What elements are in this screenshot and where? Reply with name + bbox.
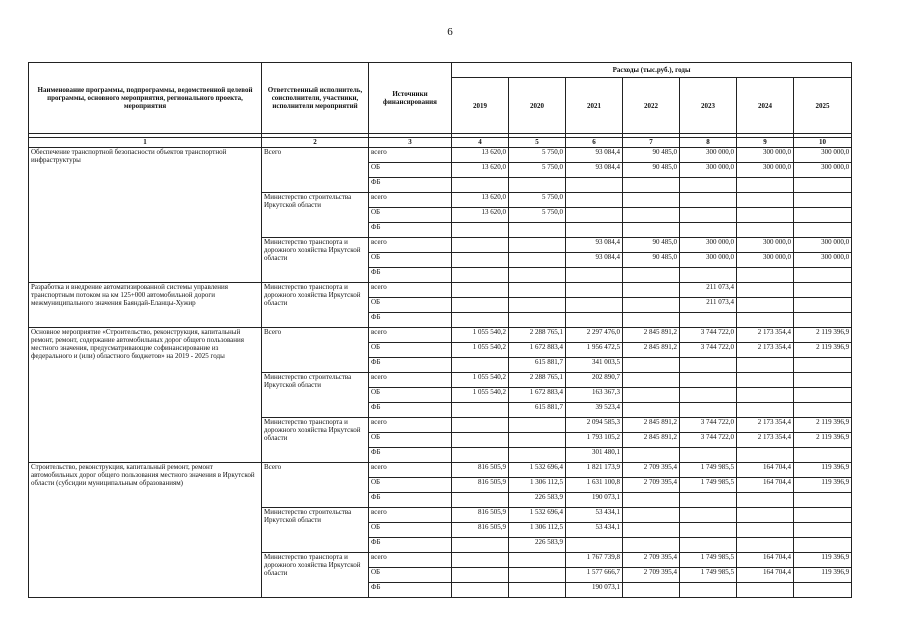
- value-cell-2019: 13 620,0: [452, 193, 509, 208]
- program-name-cell: Разработка и внедрение автоматизированной системы управления транспортным потоком на км 125+000 автомобильной дороги межмуниципального значения Баяндай-Еланцы-Хужир: [29, 283, 262, 328]
- value-cell-2020: 5 750,0: [509, 208, 566, 223]
- value-cell-2024: [737, 523, 794, 538]
- column-number-9: 9: [737, 138, 794, 148]
- value-cell-2022: [623, 298, 680, 313]
- value-cell-2023: [680, 208, 737, 223]
- value-cell-2023: [680, 583, 737, 598]
- value-cell-2021: [566, 178, 623, 193]
- value-cell-2025: 300 000,0: [794, 148, 852, 163]
- value-cell-2023: [680, 178, 737, 193]
- value-cell-2025: [794, 508, 852, 523]
- value-cell-2025: [794, 268, 852, 283]
- value-cell-2020: 5 750,0: [509, 148, 566, 163]
- value-cell-2023: 3 744 722,0: [680, 343, 737, 358]
- value-cell-2019: 816 505,9: [452, 463, 509, 478]
- value-cell-2020: 2 288 765,1: [509, 373, 566, 388]
- funding-source-cell: ФБ: [369, 313, 452, 328]
- value-cell-2024: 2 173 354,4: [737, 418, 794, 433]
- value-cell-2025: [794, 283, 852, 298]
- value-cell-2021: [566, 223, 623, 238]
- value-cell-2025: 2 119 396,9: [794, 328, 852, 343]
- value-cell-2023: 300 000,0: [680, 253, 737, 268]
- value-cell-2024: [737, 373, 794, 388]
- value-cell-2024: [737, 283, 794, 298]
- value-cell-2023: 1 749 985,5: [680, 568, 737, 583]
- value-cell-2022: 2 709 395,4: [623, 568, 680, 583]
- funding-source-cell: ФБ: [369, 493, 452, 508]
- value-cell-2023: [680, 403, 737, 418]
- value-cell-2021: [566, 268, 623, 283]
- header-year-2021: 2021: [566, 78, 623, 134]
- value-cell-2022: 2 845 891,2: [623, 433, 680, 448]
- value-cell-2024: [737, 403, 794, 418]
- value-cell-2024: 2 173 354,4: [737, 433, 794, 448]
- value-cell-2021: 93 084,4: [566, 238, 623, 253]
- header-year-2020: 2020: [509, 78, 566, 134]
- table-row: [29, 328, 852, 343]
- funding-source-cell: всего: [369, 508, 452, 523]
- value-cell-2019: 1 055 540,2: [452, 373, 509, 388]
- value-cell-2025: 119 396,9: [794, 478, 852, 493]
- value-cell-2020: 5 750,0: [509, 193, 566, 208]
- value-cell-2023: [680, 523, 737, 538]
- value-cell-2024: [737, 223, 794, 238]
- value-cell-2019: [452, 448, 509, 463]
- value-cell-2020: [509, 448, 566, 463]
- value-cell-2023: [680, 193, 737, 208]
- value-cell-2024: 164 704,4: [737, 568, 794, 583]
- value-cell-2020: [509, 178, 566, 193]
- value-cell-2021: [566, 283, 623, 298]
- value-cell-2020: 615 881,7: [509, 358, 566, 373]
- value-cell-2022: [623, 223, 680, 238]
- value-cell-2021: [566, 208, 623, 223]
- value-cell-2020: 5 750,0: [509, 163, 566, 178]
- value-cell-2025: [794, 178, 852, 193]
- value-cell-2020: 1 672 883,4: [509, 343, 566, 358]
- column-number-5: 5: [509, 138, 566, 148]
- value-cell-2019: 13 620,0: [452, 163, 509, 178]
- value-cell-2021: 1 631 100,8: [566, 478, 623, 493]
- value-cell-2020: [509, 583, 566, 598]
- header-year-2019: 2019: [452, 78, 509, 134]
- table-row: [29, 463, 852, 478]
- value-cell-2022: 2 709 395,4: [623, 463, 680, 478]
- value-cell-2019: [452, 238, 509, 253]
- value-cell-2023: 211 073,4: [680, 283, 737, 298]
- value-cell-2021: 53 434,1: [566, 523, 623, 538]
- value-cell-2021: 93 084,4: [566, 253, 623, 268]
- value-cell-2021: 1 577 666,7: [566, 568, 623, 583]
- column-numbers-row: [29, 138, 852, 148]
- value-cell-2024: [737, 508, 794, 523]
- value-cell-2022: 2 845 891,2: [623, 418, 680, 433]
- value-cell-2025: [794, 538, 852, 553]
- value-cell-2025: [794, 358, 852, 373]
- header-expenses: Расходы (тыс.руб.), годы: [452, 63, 852, 78]
- value-cell-2025: [794, 313, 852, 328]
- header-program-name: Наименование программы, подпрограммы, ведомственной целевой программы, основного мероприятия, регионального проекта, мероприятия: [29, 63, 262, 134]
- value-cell-2022: [623, 178, 680, 193]
- value-cell-2023: [680, 508, 737, 523]
- value-cell-2020: 226 583,9: [509, 493, 566, 508]
- value-cell-2025: [794, 208, 852, 223]
- value-cell-2020: [509, 553, 566, 568]
- value-cell-2019: [452, 583, 509, 598]
- value-cell-2023: 3 744 722,0: [680, 418, 737, 433]
- value-cell-2023: 300 000,0: [680, 238, 737, 253]
- value-cell-2021: 1 956 472,5: [566, 343, 623, 358]
- value-cell-2019: [452, 403, 509, 418]
- table-row: [29, 148, 852, 163]
- value-cell-2020: [509, 283, 566, 298]
- value-cell-2023: 1 749 985,5: [680, 553, 737, 568]
- value-cell-2021: 2 297 476,0: [566, 328, 623, 343]
- responsible-cell: Всего: [262, 328, 369, 373]
- value-cell-2020: 1 672 883,4: [509, 388, 566, 403]
- responsible-cell: Министерство строительства Иркутской области: [262, 373, 369, 418]
- funding-source-cell: ОБ: [369, 343, 452, 358]
- value-cell-2023: 300 000,0: [680, 163, 737, 178]
- value-cell-2019: [452, 253, 509, 268]
- value-cell-2021: 39 523,4: [566, 403, 623, 418]
- value-cell-2019: [452, 418, 509, 433]
- value-cell-2023: 3 744 722,0: [680, 328, 737, 343]
- value-cell-2021: 1 767 739,8: [566, 553, 623, 568]
- header-funding-source: Источники финансирования: [369, 63, 452, 134]
- responsible-cell: Министерство транспорта и дорожного хозяйства Иркутской области: [262, 418, 369, 463]
- value-cell-2024: [737, 358, 794, 373]
- value-cell-2020: [509, 268, 566, 283]
- value-cell-2019: [452, 358, 509, 373]
- value-cell-2025: [794, 523, 852, 538]
- funding-source-cell: всего: [369, 373, 452, 388]
- value-cell-2022: [623, 283, 680, 298]
- value-cell-2025: 300 000,0: [794, 238, 852, 253]
- value-cell-2024: [737, 583, 794, 598]
- value-cell-2022: [623, 493, 680, 508]
- value-cell-2023: [680, 448, 737, 463]
- value-cell-2022: 90 485,0: [623, 163, 680, 178]
- column-number-8: 8: [680, 138, 737, 148]
- value-cell-2021: 1 821 173,9: [566, 463, 623, 478]
- value-cell-2019: 1 055 540,2: [452, 343, 509, 358]
- value-cell-2023: [680, 268, 737, 283]
- value-cell-2019: 816 505,9: [452, 478, 509, 493]
- value-cell-2021: 53 434,1: [566, 508, 623, 523]
- column-number-4: 4: [452, 138, 509, 148]
- value-cell-2019: [452, 553, 509, 568]
- value-cell-2023: [680, 358, 737, 373]
- value-cell-2025: [794, 388, 852, 403]
- value-cell-2019: [452, 433, 509, 448]
- funding-source-cell: ОБ: [369, 298, 452, 313]
- header-year-2025: 2025: [794, 78, 852, 134]
- table-row: [29, 283, 852, 298]
- value-cell-2025: 119 396,9: [794, 553, 852, 568]
- value-cell-2024: 300 000,0: [737, 163, 794, 178]
- value-cell-2025: 119 396,9: [794, 568, 852, 583]
- value-cell-2022: 2 709 395,4: [623, 553, 680, 568]
- value-cell-2024: 164 704,4: [737, 463, 794, 478]
- value-cell-2020: [509, 238, 566, 253]
- funding-source-cell: всего: [369, 418, 452, 433]
- funding-source-cell: ОБ: [369, 253, 452, 268]
- funding-source-cell: всего: [369, 553, 452, 568]
- value-cell-2022: [623, 403, 680, 418]
- value-cell-2021: 93 084,4: [566, 163, 623, 178]
- funding-source-cell: ОБ: [369, 388, 452, 403]
- value-cell-2024: 164 704,4: [737, 553, 794, 568]
- value-cell-2024: [737, 388, 794, 403]
- value-cell-2021: 1 793 105,2: [566, 433, 623, 448]
- value-cell-2025: 119 396,9: [794, 463, 852, 478]
- value-cell-2019: 816 505,9: [452, 523, 509, 538]
- value-cell-2025: 300 000,0: [794, 163, 852, 178]
- value-cell-2023: [680, 223, 737, 238]
- program-name-cell: Строительство, реконструкция, капитальный ремонт, ремонт автомобильных дорог общего пользования местного значения в Иркутской области (субсидии муниципальным образованиям): [29, 463, 262, 598]
- funding-source-cell: всего: [369, 193, 452, 208]
- value-cell-2023: [680, 313, 737, 328]
- funding-source-cell: ОБ: [369, 568, 452, 583]
- responsible-cell: Всего: [262, 463, 369, 508]
- value-cell-2024: 300 000,0: [737, 238, 794, 253]
- value-cell-2019: [452, 178, 509, 193]
- value-cell-2025: [794, 373, 852, 388]
- value-cell-2022: [623, 538, 680, 553]
- value-cell-2020: [509, 313, 566, 328]
- value-cell-2025: 300 000,0: [794, 253, 852, 268]
- value-cell-2022: 2 845 891,2: [623, 328, 680, 343]
- value-cell-2019: [452, 493, 509, 508]
- value-cell-2020: [509, 223, 566, 238]
- value-cell-2023: [680, 388, 737, 403]
- value-cell-2024: [737, 268, 794, 283]
- value-cell-2024: [737, 178, 794, 193]
- value-cell-2019: 13 620,0: [452, 148, 509, 163]
- column-number-1: 1: [29, 138, 262, 148]
- value-cell-2020: 226 583,9: [509, 538, 566, 553]
- value-cell-2020: 1 532 696,4: [509, 508, 566, 523]
- header-responsible: Ответственный исполнитель, соисполнители, участники, исполнители мероприятий: [262, 63, 369, 134]
- value-cell-2020: [509, 568, 566, 583]
- value-cell-2024: 2 173 354,4: [737, 328, 794, 343]
- value-cell-2022: [623, 448, 680, 463]
- value-cell-2021: 93 084,4: [566, 148, 623, 163]
- value-cell-2024: 164 704,4: [737, 478, 794, 493]
- value-cell-2025: [794, 448, 852, 463]
- column-number-7: 7: [623, 138, 680, 148]
- value-cell-2025: [794, 583, 852, 598]
- funding-source-cell: всего: [369, 328, 452, 343]
- value-cell-2024: [737, 208, 794, 223]
- value-cell-2021: 190 073,1: [566, 493, 623, 508]
- value-cell-2022: [623, 358, 680, 373]
- value-cell-2021: [566, 193, 623, 208]
- value-cell-2025: 2 119 396,9: [794, 433, 852, 448]
- value-cell-2022: 90 485,0: [623, 253, 680, 268]
- column-number-2: 2: [262, 138, 369, 148]
- value-cell-2022: [623, 583, 680, 598]
- value-cell-2023: [680, 493, 737, 508]
- value-cell-2023: 300 000,0: [680, 148, 737, 163]
- header-year-2024: 2024: [737, 78, 794, 134]
- value-cell-2021: 190 073,1: [566, 583, 623, 598]
- value-cell-2022: [623, 268, 680, 283]
- value-cell-2023: [680, 538, 737, 553]
- value-cell-2022: [623, 523, 680, 538]
- value-cell-2024: [737, 493, 794, 508]
- value-cell-2021: 341 003,5: [566, 358, 623, 373]
- value-cell-2023: 211 073,4: [680, 298, 737, 313]
- value-cell-2023: 1 749 985,5: [680, 463, 737, 478]
- column-number-6: 6: [566, 138, 623, 148]
- value-cell-2019: [452, 283, 509, 298]
- value-cell-2020: [509, 253, 566, 268]
- value-cell-2025: [794, 403, 852, 418]
- funding-source-cell: ФБ: [369, 538, 452, 553]
- value-cell-2022: 2 845 891,2: [623, 343, 680, 358]
- value-cell-2020: 2 288 765,1: [509, 328, 566, 343]
- funding-source-cell: всего: [369, 238, 452, 253]
- value-cell-2020: 1 306 112,5: [509, 523, 566, 538]
- value-cell-2024: 300 000,0: [737, 253, 794, 268]
- value-cell-2021: 2 094 585,3: [566, 418, 623, 433]
- value-cell-2019: [452, 313, 509, 328]
- value-cell-2023: [680, 373, 737, 388]
- responsible-cell: Всего: [262, 148, 369, 193]
- value-cell-2024: [737, 538, 794, 553]
- value-cell-2021: [566, 538, 623, 553]
- funding-source-cell: ОБ: [369, 433, 452, 448]
- funding-source-cell: ОБ: [369, 208, 452, 223]
- value-cell-2022: [623, 508, 680, 523]
- value-cell-2019: 1 055 540,2: [452, 328, 509, 343]
- funding-source-cell: ФБ: [369, 223, 452, 238]
- program-name-cell: Обеспечение транспортной безопасности объектов транспортной инфраструктуры: [29, 148, 262, 283]
- responsible-cell: Министерство строительства Иркутской области: [262, 193, 369, 238]
- value-cell-2022: [623, 388, 680, 403]
- value-cell-2021: [566, 313, 623, 328]
- value-cell-2020: [509, 418, 566, 433]
- value-cell-2024: [737, 298, 794, 313]
- value-cell-2022: [623, 193, 680, 208]
- value-cell-2020: 615 881,7: [509, 403, 566, 418]
- value-cell-2021: 301 480,1: [566, 448, 623, 463]
- value-cell-2019: [452, 298, 509, 313]
- value-cell-2022: 90 485,0: [623, 238, 680, 253]
- funding-source-cell: всего: [369, 283, 452, 298]
- value-cell-2021: 202 890,7: [566, 373, 623, 388]
- value-cell-2025: 2 119 396,9: [794, 343, 852, 358]
- value-cell-2024: [737, 193, 794, 208]
- value-cell-2024: 300 000,0: [737, 148, 794, 163]
- value-cell-2021: 163 367,3: [566, 388, 623, 403]
- value-cell-2022: [623, 373, 680, 388]
- program-name-cell: Основное мероприятие «Строительство, реконструкция, капитальный ремонт, ремонт, содержание автомобильных дорог общего пользования местного значения, предусматривающие софинансирование из федерального и (или) областного бюджетов» на 2019 - 2025 годы: [29, 328, 262, 463]
- value-cell-2024: 2 173 354,4: [737, 343, 794, 358]
- funding-source-cell: ФБ: [369, 178, 452, 193]
- value-cell-2023: 1 749 985,5: [680, 478, 737, 493]
- value-cell-2020: [509, 433, 566, 448]
- value-cell-2025: [794, 298, 852, 313]
- table-body: [29, 148, 852, 598]
- responsible-cell: Министерство строительства Иркутской области: [262, 508, 369, 553]
- value-cell-2024: [737, 448, 794, 463]
- responsible-cell: Министерство транспорта и дорожного хозяйства Иркутской области: [262, 553, 369, 598]
- value-cell-2019: [452, 223, 509, 238]
- funding-source-cell: ФБ: [369, 268, 452, 283]
- value-cell-2019: [452, 538, 509, 553]
- page-number: 6: [447, 26, 453, 38]
- expenses-table: [28, 62, 852, 598]
- value-cell-2024: [737, 313, 794, 328]
- column-number-10: 10: [794, 138, 852, 148]
- funding-source-cell: ФБ: [369, 583, 452, 598]
- funding-source-cell: всего: [369, 463, 452, 478]
- value-cell-2020: 1 532 696,4: [509, 463, 566, 478]
- value-cell-2019: [452, 268, 509, 283]
- value-cell-2019: [452, 568, 509, 583]
- column-number-3: 3: [369, 138, 452, 148]
- value-cell-2020: [509, 298, 566, 313]
- value-cell-2025: 2 119 396,9: [794, 418, 852, 433]
- value-cell-2022: [623, 208, 680, 223]
- funding-source-cell: ФБ: [369, 358, 452, 373]
- value-cell-2022: 2 709 395,4: [623, 478, 680, 493]
- header-row-1: [29, 63, 852, 78]
- header-year-2023: 2023: [680, 78, 737, 134]
- funding-source-cell: ОБ: [369, 523, 452, 538]
- value-cell-2022: 90 485,0: [623, 148, 680, 163]
- value-cell-2025: [794, 223, 852, 238]
- funding-source-cell: всего: [369, 148, 452, 163]
- funding-source-cell: ОБ: [369, 163, 452, 178]
- value-cell-2023: 3 744 722,0: [680, 433, 737, 448]
- value-cell-2019: 13 620,0: [452, 208, 509, 223]
- value-cell-2021: [566, 298, 623, 313]
- header-year-2022: 2022: [623, 78, 680, 134]
- value-cell-2019: 1 055 540,2: [452, 388, 509, 403]
- value-cell-2020: 1 306 112,5: [509, 478, 566, 493]
- funding-source-cell: ФБ: [369, 448, 452, 463]
- value-cell-2025: [794, 193, 852, 208]
- funding-source-cell: ОБ: [369, 478, 452, 493]
- value-cell-2019: 816 505,9: [452, 508, 509, 523]
- value-cell-2022: [623, 313, 680, 328]
- funding-source-cell: ФБ: [369, 403, 452, 418]
- responsible-cell: Министерство транспорта и дорожного хозяйства Иркутской области: [262, 238, 369, 283]
- value-cell-2025: [794, 493, 852, 508]
- responsible-cell: Министерство транспорта и дорожного хозяйства Иркутской области: [262, 283, 369, 328]
